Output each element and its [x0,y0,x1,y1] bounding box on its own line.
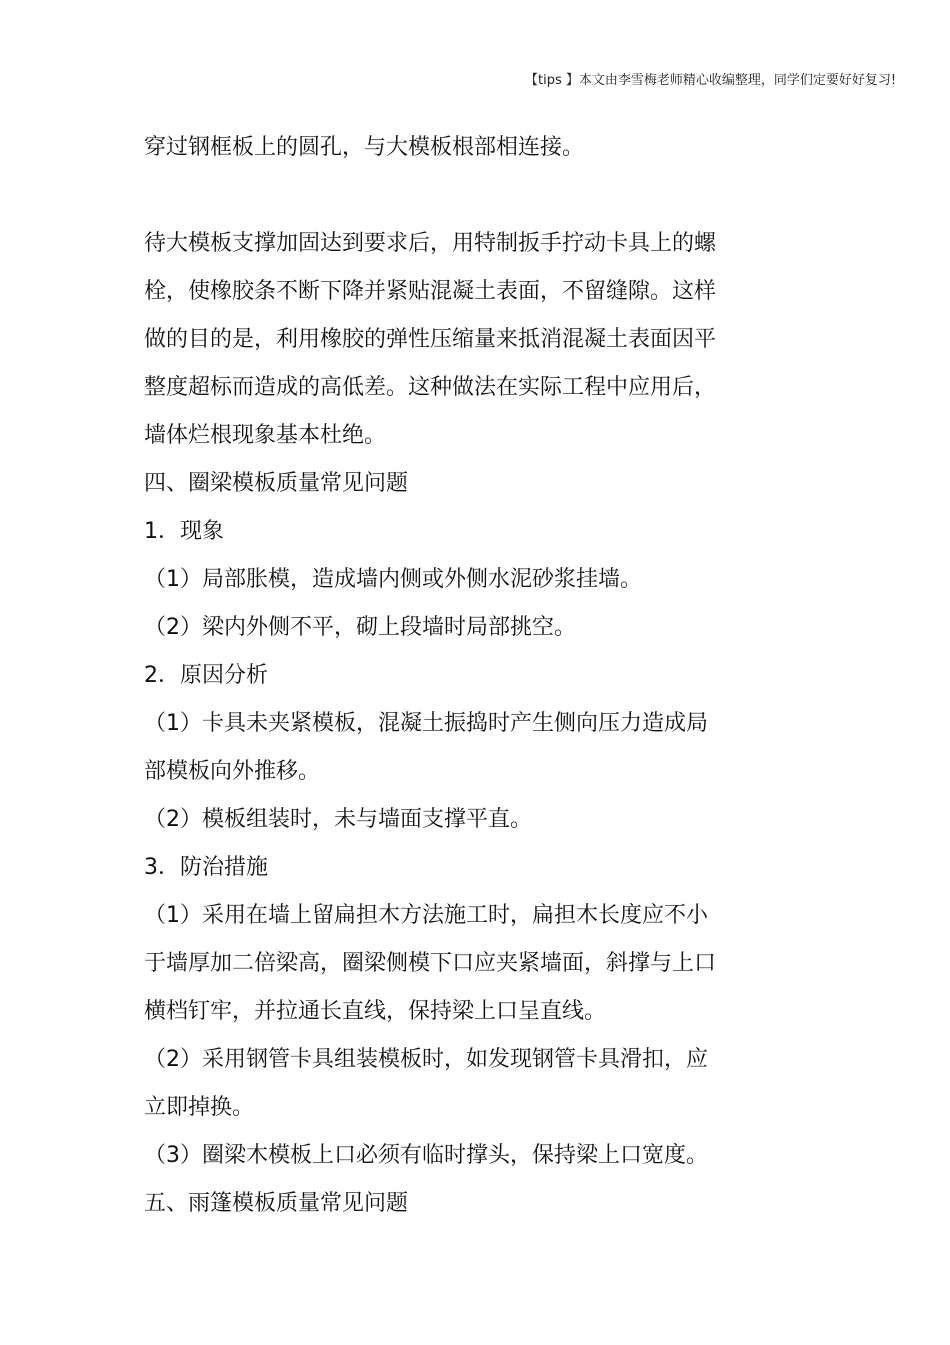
list-item: （1）采用在墙上留扁担木方法施工时，扁担木长度应不小 [144,903,708,928]
subsection-heading: 1．现象 [144,519,224,544]
section-heading: 四、圈梁模板质量常见问题 [144,471,409,496]
paragraph-line: 整度超标而造成的高低差。这种做法在实际工程中应用后， [144,375,717,400]
paragraph-line: 墙体烂根现象基本杜绝。 [144,423,387,448]
list-item: （2）模板组装时，未与墙面支撑平直。 [144,807,532,832]
subsection-heading: 3．防治措施 [144,855,268,880]
paragraph-gap [144,172,754,220]
subsection-heading: 2．原因分析 [144,663,268,688]
list-item: （1）卡具未夹紧模板，混凝土振捣时产生侧向压力造成局 [144,711,708,736]
section-heading: 五、雨篷模板质量常见问题 [144,1191,409,1216]
paragraph-line: 穿过钢框板上的圆孔，与大模板根部相连接。 [144,135,585,160]
list-item-continuation: 于墙厚加二倍梁高，圈梁侧模下口应夹紧墙面，斜撑与上口 [144,951,717,976]
list-item-continuation: 立即掉换。 [144,1095,255,1120]
list-item-continuation: 横档钉牢，并拉通长直线，保持梁上口呈直线。 [144,999,607,1024]
list-item-continuation: 部模板向外推移。 [144,759,321,784]
paragraph-line: 待大模板支撑加固达到要求后，用特制扳手拧动卡具上的螺 [144,231,717,256]
list-item: （2）梁内外侧不平，砌上段墙时局部挑空。 [144,615,576,640]
paragraph-line: 栓，使橡胶条不断下降并紧贴混凝土表面，不留缝隙。这样 [144,279,717,304]
list-item: （3）圈梁木模板上口必须有临时撑头，保持梁上口宽度。 [144,1143,708,1168]
document-body [144,124,754,1228]
header-tip: 【tips 】本文由李雪梅老师精心收编整理，同学们定要好好复习! [525,73,897,88]
list-item: （2）采用钢管卡具组装模板时，如发现钢管卡具滑扣，应 [144,1047,708,1072]
paragraph-line: 做的目的是，利用橡胶的弹性压缩量来抵消混凝土表面因平 [144,327,717,352]
list-item: （1）局部胀模，造成墙内侧或外侧水泥砂浆挂墙。 [144,567,642,592]
